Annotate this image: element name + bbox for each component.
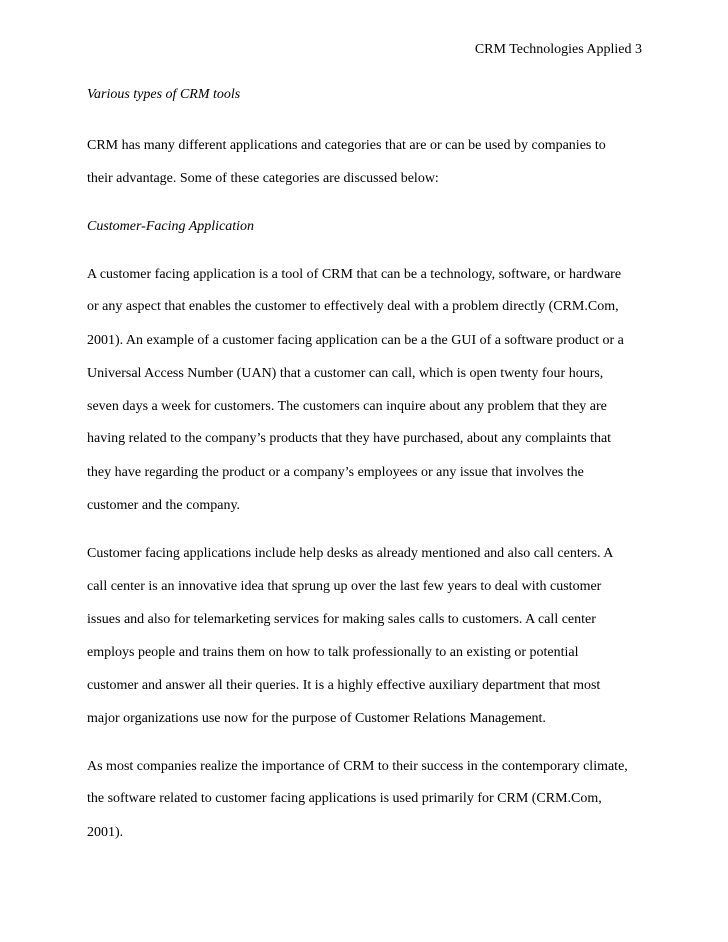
paragraph-line: having related to the company’s products that they have purchased, about any complaints that	[87, 431, 612, 446]
paragraph-line: 2001). An example of a customer facing application can be a the GUI of a software product or a	[87, 333, 624, 348]
paragraph-line: 2001).	[87, 825, 124, 840]
paragraph-line: major organizations use now for the purpose of Customer Relations Management.	[87, 711, 546, 726]
paragraph-line: customer and answer all their queries. It is a highly effective auxiliary department that most	[87, 678, 601, 693]
paragraph-line: call center is an innovative idea that sprung up over the last few years to deal with customer	[87, 579, 602, 594]
paragraph-line: or any aspect that enables the customer to effectively deal with a problem directly (CRM.Com,	[87, 299, 619, 314]
paragraph-line: CRM has many different applications and categories that are or can be used by companies to	[87, 138, 606, 153]
running-head: CRM Technologies Applied 3	[474, 42, 642, 57]
paragraph-line: Universal Access Number (UAN) that a customer can call, which is open twenty four hours,	[87, 366, 604, 381]
paragraph-line: A customer facing application is a tool of CRM that can be a technology, software, or hardware	[87, 267, 622, 282]
paragraph-line: issues and also for telemarketing services for making sales calls to customers. A call center	[87, 612, 596, 627]
paragraph-line: the software related to customer facing applications is used primarily for CRM (CRM.Com,	[87, 791, 602, 806]
paragraph-line: customer and the company.	[87, 498, 241, 513]
section-heading: Customer-Facing Application	[87, 219, 255, 234]
paragraph-line: their advantage. Some of these categories are discussed below:	[87, 171, 439, 186]
paragraph-line: seven days a week for customers. The customers can inquire about any problem that they are	[87, 399, 607, 414]
paragraph-line: employs people and trains them on how to talk professionally to an existing or potential	[87, 645, 579, 660]
paragraph-line: As most companies realize the importance of CRM to their success in the contemporary climate,	[87, 759, 628, 774]
paragraph-line: Customer facing applications include help desks as already mentioned and also call centers. A	[87, 546, 614, 561]
paragraph-line: they have regarding the product or a company’s employees or any issue that involves the	[87, 465, 584, 480]
section-heading: Various types of CRM tools	[87, 87, 241, 102]
